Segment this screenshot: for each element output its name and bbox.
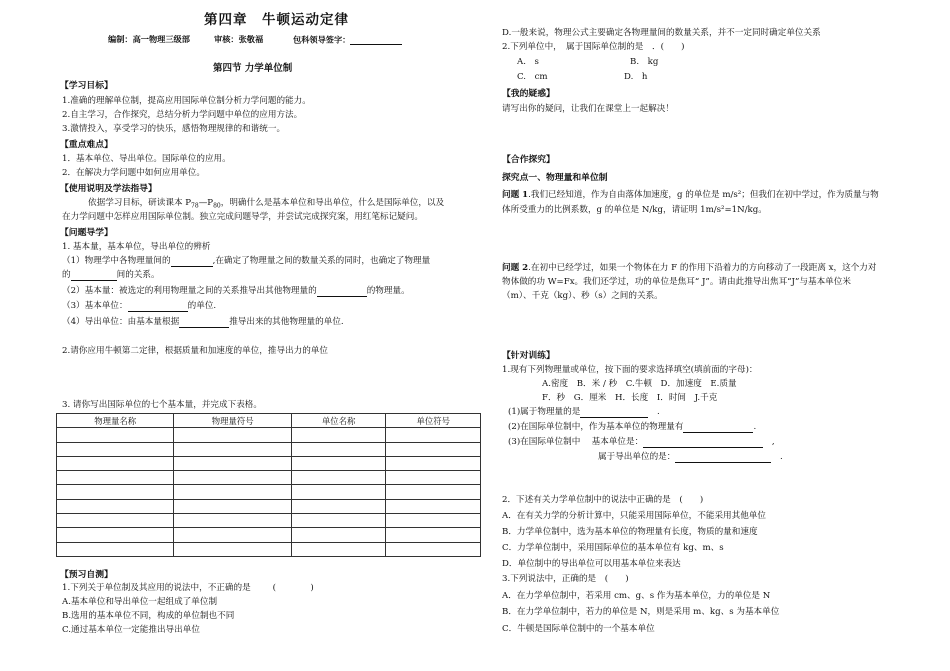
explore-problem-1: 问题 1.我们已经知道，作为自由落体加速度，g 的单位是 m/s²；但我们在初中学过，作为质量与物 [502,190,879,200]
guide-q2: 2.请你应用牛顿第二定律，根据质量和加速度的单位，推导出力的单位 [62,346,329,356]
blank-field[interactable] [128,302,188,312]
table-cell[interactable] [174,499,291,513]
training-q1-sub2: (2)在国际单位制中，作为基本单位的物理量有 . [508,422,757,433]
table-row [57,514,481,528]
goals-heading: 【学习目标】 [60,81,113,91]
meta-reviewer: 审核：张敬福 [214,34,264,44]
table-cell[interactable] [291,456,386,470]
table-cell[interactable] [174,471,291,485]
training-q2-option-b[interactable]: B．力学单位制中，选为基本单位的物理量有长度，物质的量和速度 [502,527,758,537]
training-q3-option-a[interactable]: A．在力学单位制中，若采用 cm、g、s 作为基本单位，力的单位是 N [502,591,771,601]
doubts-text: 请写出你的疑问，让我们在课堂上一起解决！ [502,104,674,114]
usage-text-line1: 依据学习目标，研读课本 $P_{78}—P_{80}$，明确什么是基本单位和导出单位，什么是国际单位，以及 [88,198,445,210]
answer-blank[interactable] [580,408,648,418]
blank-field[interactable] [179,318,229,328]
table-cell[interactable] [291,442,386,456]
table-cell[interactable] [291,514,386,528]
pretest-q1-option-c[interactable]: C.通过基本单位一定能推出导出单位 [62,625,200,635]
explore-problem-2: 问题 2.在初中已经学过，如果一个物体在力 F 的作用下沿着力的方向移动了一段距离 x，这个力对 [502,263,877,273]
guide-heading: 【问题导学】 [60,228,113,238]
blank-field[interactable] [171,257,213,267]
pretest-q1-option-a[interactable]: A.基本单位和导出单位一起组成了单位制 [62,597,218,607]
table-cell[interactable] [386,542,481,556]
training-q1-sub3a: (3)在国际单位制中 基本单位是： , [508,437,775,448]
table-row [57,499,481,513]
table-cell[interactable] [174,514,291,528]
goal-item: 3.激情投入，享受学习的快乐，感悟物理规律的和谐统一。 [62,124,286,134]
guide-q1-1-cont: 的 间的关系。 [62,270,160,281]
training-q2: 2．下述有关力学单位制中的说法中正确的是 ( ) [502,495,704,505]
training-heading: 【针对训练】 [502,351,555,361]
table-cell[interactable] [291,528,386,542]
training-q3: 3.下列说法中，正确的是 ( ) [502,574,629,584]
pretest-q1-option-d[interactable]: D.一般来说，物理公式主要确定各物理量间的数量关系，并不一定同时确定单位关系 [502,28,821,38]
table-cell[interactable] [57,542,174,556]
table-cell[interactable] [57,528,174,542]
meta-editor: 编制：高一物理三级部 [108,34,190,44]
table-row [57,528,481,542]
explore-heading: 【合作探究】 [502,155,555,165]
table-cell[interactable] [386,499,481,513]
table-cell[interactable] [174,485,291,499]
keypoints-heading: 【重点难点】 [60,140,113,150]
table-cell[interactable] [291,485,386,499]
table-cell[interactable] [57,456,174,470]
pretest-q2-option-d[interactable]: D. h [624,72,648,82]
training-q3-option-b[interactable]: B．在力学单位制中，若力的单位是 N，则是采用 m、kg、s 为基本单位 [502,607,780,617]
table-cell[interactable] [174,542,291,556]
answer-blank[interactable] [643,438,763,448]
training-q2-option-c[interactable]: C．力学单位制中，采用国际单位的基本单位有 kg、m、s [502,543,724,553]
table-cell[interactable] [291,471,386,485]
keypoint-item: 1．基本单位、导出单位。国际单位的应用。 [62,154,231,164]
pretest-q1-option-b[interactable]: B.选用的基本单位不同，构成的单位制也不同 [62,611,235,621]
pretest-q2-option-b[interactable]: B. kg [630,57,659,67]
guide-q3: 3. 请你写出国际单位的七个基本量，并完成下表格。 [62,400,262,410]
pretest-q2: 2.下列单位中， 属于国际单位制的是 ．( ) [502,42,685,52]
table-cell[interactable] [57,485,174,499]
goal-item: 1.准确的理解单位制，提高应用国际单位制分析力学问题的能力。 [62,96,311,106]
explore-problem-2-cont: （m）、千克（kg）、秒（s）之间的关系。 [502,291,663,301]
section-title: 第四节 力学单位制 [213,63,293,74]
table-header-cell: 物理量名称 [57,414,174,428]
table-cell[interactable] [57,471,174,485]
table-cell[interactable] [291,542,386,556]
table-row [57,428,481,442]
table-cell[interactable] [174,442,291,456]
usage-text-line2: 在力学问题中怎样应用国际单位制。独立完成问题导学，并尝试完成探究案，用红笔标记疑问。 [62,212,423,222]
table-row [57,442,481,456]
table-cell[interactable] [57,499,174,513]
pretest-q2-option-a[interactable]: A. s [517,57,539,67]
guide-q1: 1. 基本量，基本单位，导出单位的辨析 [62,242,211,252]
table-cell[interactable] [291,499,386,513]
guide-q1-4: （4）导出单位：由基本量根据 推导出来的其他物理量的单位. [62,317,344,328]
training-q1: 1.现有下列物理量或单位，按下面的要求选择填空(填前面的字母)： [502,365,758,375]
table-header-cell: 物理量符号 [174,414,291,428]
table-header-cell: 单位符号 [386,414,481,428]
answer-blank[interactable] [675,453,771,463]
signature-blank[interactable] [350,35,402,45]
table-row [57,542,481,556]
table-row [57,485,481,499]
table-row [57,471,481,485]
table-cell[interactable] [174,428,291,442]
table-cell[interactable] [386,485,481,499]
guide-q1-3: （3）基本单位： 的单位. [62,301,217,312]
keypoint-item: 2．在解决力学问题中如何应用单位。 [62,168,205,178]
answer-blank[interactable] [683,423,753,433]
goal-item: 2.自主学习，合作探究，总结分析力学问题中单位的应用方法。 [62,110,303,120]
pretest-q1: 1.下列关于单位制及其应用的说法中，不正确的是 ( ) [62,583,314,593]
table-cell[interactable] [174,528,291,542]
training-q2-option-a[interactable]: A．在有关力学的分析计算中，只能采用国际单位，不能采用其他单位 [502,511,767,521]
training-q1-options-row2: F．秒 G．厘米 H．长度 I．时间 J.千克 [542,393,718,403]
explore-problem-1-cont: 体所受重力的比例系数，g 的单位是 N/kg，请证明 1m/s²=1N/kg。 [502,205,767,215]
training-q1-sub3b: 属于导出单位的是： . [598,452,783,463]
table-cell[interactable] [174,456,291,470]
doubts-heading: 【我的疑惑】 [502,89,555,99]
table-header-row [57,414,481,428]
explore-point-title: 探究点一、物理量和单位制 [502,173,608,183]
meta-leader-signature: 包科领导签字： [293,35,402,45]
explore-problem-2-cont: 物体做的功 W=Fx。我们还学过，功的单位是焦耳“ J”。请由此推导出焦耳“J”与基本单位米 [502,277,851,287]
table-cell[interactable] [386,514,481,528]
table-cell[interactable] [291,428,386,442]
table-cell[interactable] [57,442,174,456]
pretest-heading: 【预习自测】 [60,570,113,580]
training-q3-option-c[interactable]: C．牛顿是国际单位制中的一个基本单位 [502,624,655,634]
training-q2-option-d[interactable]: D．单位制中的导出单位可以用基本单位来表达 [502,559,681,569]
guide-q1-2: （2）基本量：被选定的利用物理量之间的关系推导出其他物理量的 的物理量。 [62,286,410,297]
base-units-table [56,413,481,557]
table-cell[interactable] [386,456,481,470]
table-header-cell: 单位名称 [291,414,386,428]
table-cell[interactable] [386,442,481,456]
table-cell[interactable] [386,428,481,442]
table-row [57,456,481,470]
table-cell[interactable] [386,528,481,542]
table-cell[interactable] [57,428,174,442]
usage-heading: 【使用说明及学法指导】 [60,184,157,194]
training-q1-options-row1: A.密度 B．米 / 秒 C.牛顿 D．加速度 E.质量 [542,379,737,389]
training-q1-sub1: (1)属于物理量的是 . [508,407,660,418]
blank-field[interactable] [71,271,117,281]
pretest-q2-option-c[interactable]: C. cm [517,72,548,82]
blank-field[interactable] [317,287,367,297]
guide-q1-1: （1）物理学中各物理量间的 ,在确定了物理量之间的数量关系的同时，也确定了物理量 [62,256,431,267]
table-cell[interactable] [57,514,174,528]
chapter-title: 第四章 牛顿运动定律 [204,12,349,28]
table-cell[interactable] [386,471,481,485]
